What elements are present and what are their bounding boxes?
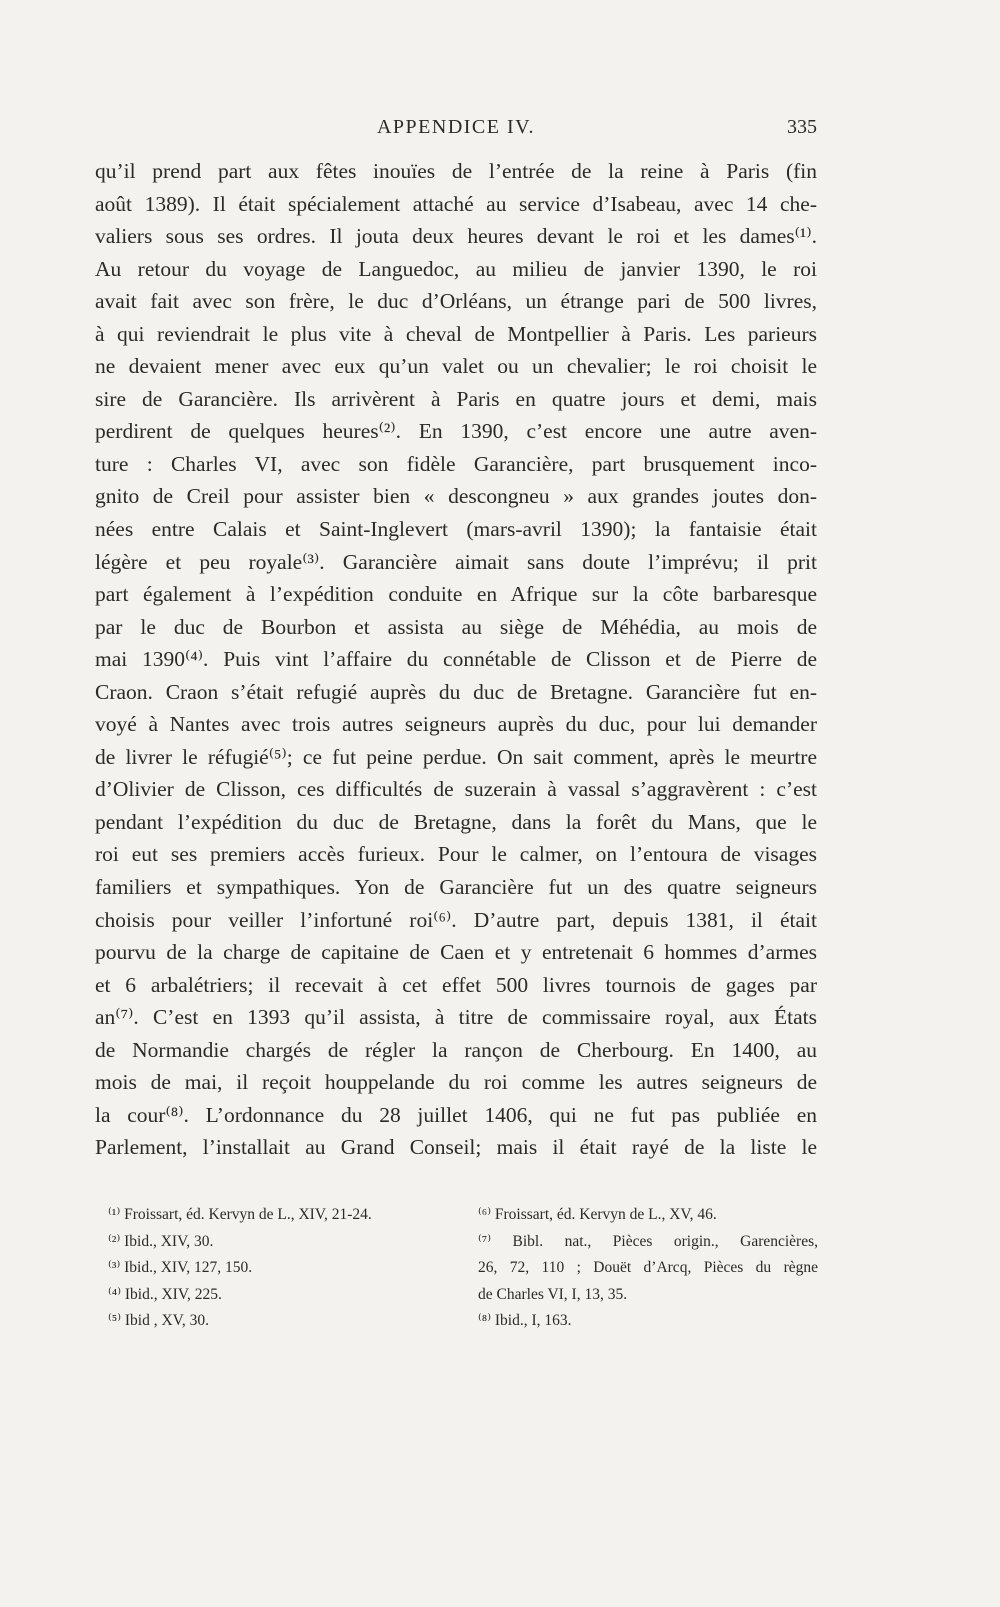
footnote: ⁽²⁾ Ibid., XIV, 30. <box>108 1232 214 1250</box>
text-line: nées entre Calais et Saint-Inglevert (mars-avril 1390); la fantaisie était <box>95 517 817 542</box>
footnote: ⁽¹⁾ Froissart, éd. Kervyn de L., XIV, 21-24. <box>108 1206 372 1223</box>
footnote: ⁽⁵⁾ Ibid , XV, 30. <box>108 1312 209 1329</box>
text-line: de livrer le réfugié⁽⁵⁾; ce fut peine perdue. On sait comment, après le meurtre <box>95 744 817 769</box>
text-line: ture : Charles VI, avec son fidèle Garancière, part brusquement inco- <box>95 451 817 476</box>
text-line: an⁽⁷⁾. C’est en 1393 qu’il assista, à titre de commissaire royal, aux États <box>95 1005 817 1030</box>
footnote: ⁽⁸⁾ Ibid., I, 163. <box>478 1312 572 1329</box>
text-line: ne devaient mener avec eux qu’un valet ou un chevalier; le roi choisit le <box>95 354 817 379</box>
text-line: la cour⁽⁸⁾. L’ordonnance du 28 juillet 1406, qui ne fut pas publiée en <box>95 1102 817 1127</box>
footnotes-left-column <box>108 1202 448 1335</box>
text-line: choisis pour veiller l’infortuné roi⁽⁶⁾. D’autre part, depuis 1381, il était <box>95 907 817 932</box>
body-text <box>95 155 817 1164</box>
footnote: ⁽³⁾ Ibid., XIV, 127, 150. <box>108 1259 253 1276</box>
text-line: perdirent de quelques heures⁽²⁾. En 1390, c’est encore une autre aven- <box>95 419 817 444</box>
footnote-continuation: de Charles VI, I, 13, 35. <box>478 1285 628 1303</box>
text-line: de Normandie chargés de régler la rançon de Cherbourg. En 1400, au <box>95 1037 817 1062</box>
running-header <box>95 112 817 146</box>
text-line: part également à l’expédition conduite en Afrique sur la côte barbaresque <box>95 582 817 607</box>
text-line: à qui reviendrait le plus vite à cheval de Montpellier à Paris. Les parieurs <box>95 321 817 346</box>
text-line: valiers sous ses ordres. Il jouta deux heures devant le roi et les dames⁽¹⁾. <box>95 224 817 249</box>
running-title: APPENDICE IV. <box>376 116 536 138</box>
text-line: Parlement, l’installait au Grand Conseil; mais il était rayé de la liste le <box>95 1135 817 1160</box>
text-line: mois de mai, il reçoit houppelande du roi comme les autres seigneurs de <box>95 1070 817 1095</box>
text-line: familiers et sympathiques. Yon de Garancière fut un des quatre seigneurs <box>95 875 817 900</box>
text-line: roi eut ses premiers accès furieux. Pour le calmer, on l’entoura de visages <box>95 842 817 867</box>
text-line: légère et peu royale⁽³⁾. Garancière aimait sans doute l’imprévu; il prit <box>95 549 817 574</box>
footnote: ⁽⁷⁾ Bibl. nat., Pièces origin., Garencières, <box>478 1232 818 1250</box>
text-line: qu’il prend part aux fêtes inouïes de l’entrée de la reine à Paris (fin <box>95 159 817 183</box>
text-line: d’Olivier de Clisson, ces difficultés de suzerain à vassal s’aggravèrent : c’est <box>95 777 817 802</box>
text-line: sire de Garancière. Ils arrivèrent à Paris en quatre jours et demi, mais <box>95 386 817 411</box>
footnote: ⁽⁴⁾ Ibid., XIV, 225. <box>108 1285 222 1303</box>
footnotes-right-column <box>478 1202 818 1335</box>
footnote-continuation: 26, 72, 110 ; Douët d’Arcq, Pièces du règne <box>478 1259 818 1276</box>
text-line: avait fait avec son frère, le duc d’Orléans, un étrange pari de 500 livres, <box>95 289 817 314</box>
text-line: et 6 arbalétriers; il recevait à cet effet 500 livres tournois de gages par <box>95 972 817 997</box>
text-line: Craon. Craon s’était refugié auprès du duc de Bretagne. Garancière fut en- <box>95 679 817 704</box>
text-line: août 1389). Il était spécialement attaché au service d’Isabeau, avec 14 che- <box>95 191 817 216</box>
text-line: par le duc de Bourbon et assista au siège de Méhédia, au mois de <box>95 614 817 639</box>
footnote: ⁽⁶⁾ Froissart, éd. Kervyn de L., XV, 46. <box>478 1206 717 1223</box>
text-line: Au retour du voyage de Languedoc, au milieu de janvier 1390, le roi <box>95 256 817 281</box>
text-line: voyé à Nantes avec trois autres seigneurs auprès du duc, pour lui demander <box>95 712 817 737</box>
text-line: pourvu de la charge de capitaine de Caen et y entretenait 6 hommes d’armes <box>95 940 817 965</box>
text-line: gnito de Creil pour assister bien « descongneu » aux grandes joutes don- <box>95 484 817 509</box>
page-number: 335 <box>787 116 817 138</box>
text-line: pendant l’expédition du duc de Bretagne, dans la forêt du Mans, que le <box>95 809 817 834</box>
text-line: mai 1390⁽⁴⁾. Puis vint l’affaire du connétable de Clisson et de Pierre de <box>95 647 817 672</box>
